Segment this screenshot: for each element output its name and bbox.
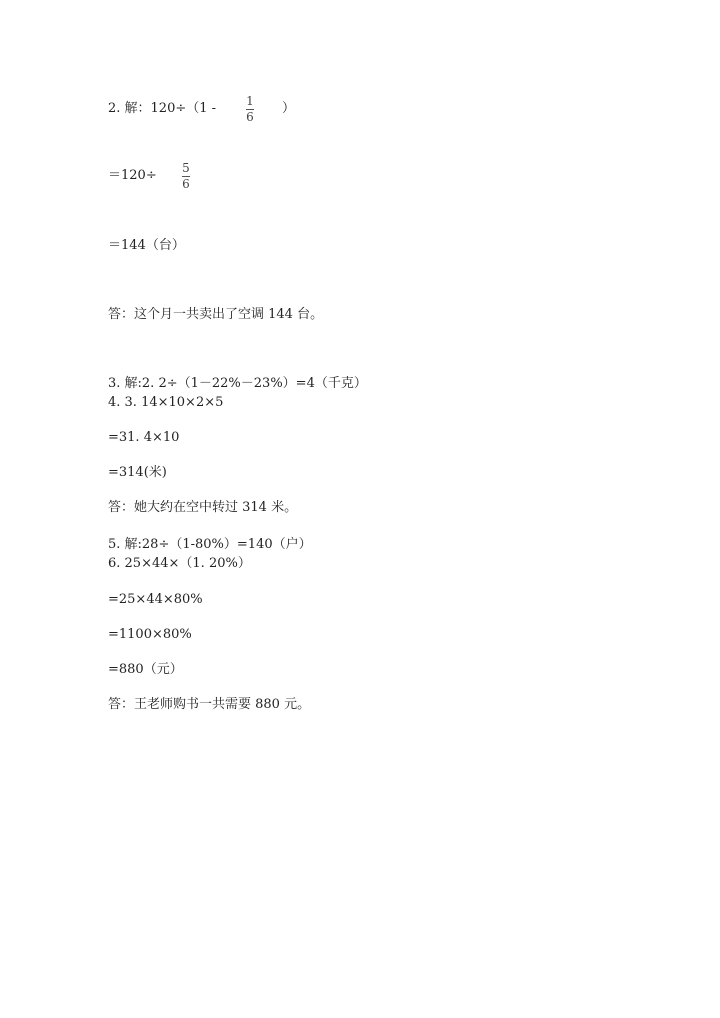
p6-line2: =25×44×80% — [108, 592, 203, 607]
p2-answer: 答：这个月一共卖出了空调 144 台。 — [108, 307, 324, 322]
p4-line2: =31. 4×10 — [108, 430, 180, 445]
p2-line2-fraction — [182, 162, 190, 191]
p2-line3: ＝144（台） — [108, 238, 185, 253]
p6-line1: 6. 25×44×（1. 20%） — [108, 556, 251, 571]
fraction-denominator: 6 — [246, 110, 254, 124]
p4-line3: =314(米) — [108, 465, 167, 480]
p6-answer: 答：王老师购书一共需要 880 元。 — [108, 697, 311, 712]
p4-line1: 4. 3. 14×10×2×5 — [108, 395, 224, 410]
p6-line3: =1100×80% — [108, 627, 192, 642]
p4-answer: 答：她大约在空中转过 314 米。 — [108, 500, 298, 515]
fraction-numerator: 5 — [182, 161, 190, 175]
fraction-numerator: 1 — [246, 94, 254, 108]
p6-line4: =880（元） — [108, 662, 183, 677]
p2-line1-fraction — [246, 95, 254, 124]
p2-line2-prefix: ＝120÷ — [108, 168, 157, 183]
p2-line1-prefix: 2. 解：120÷（1 - — [108, 101, 217, 116]
p2-line1-suffix: ） — [282, 101, 296, 116]
p5-line1: 5. 解:28÷（1-80%）=140（户） — [108, 537, 312, 552]
p3-line1: 3. 解:2. 2÷（1－22%－23%）=4（千克） — [108, 376, 367, 391]
fraction-denominator: 6 — [182, 177, 190, 191]
